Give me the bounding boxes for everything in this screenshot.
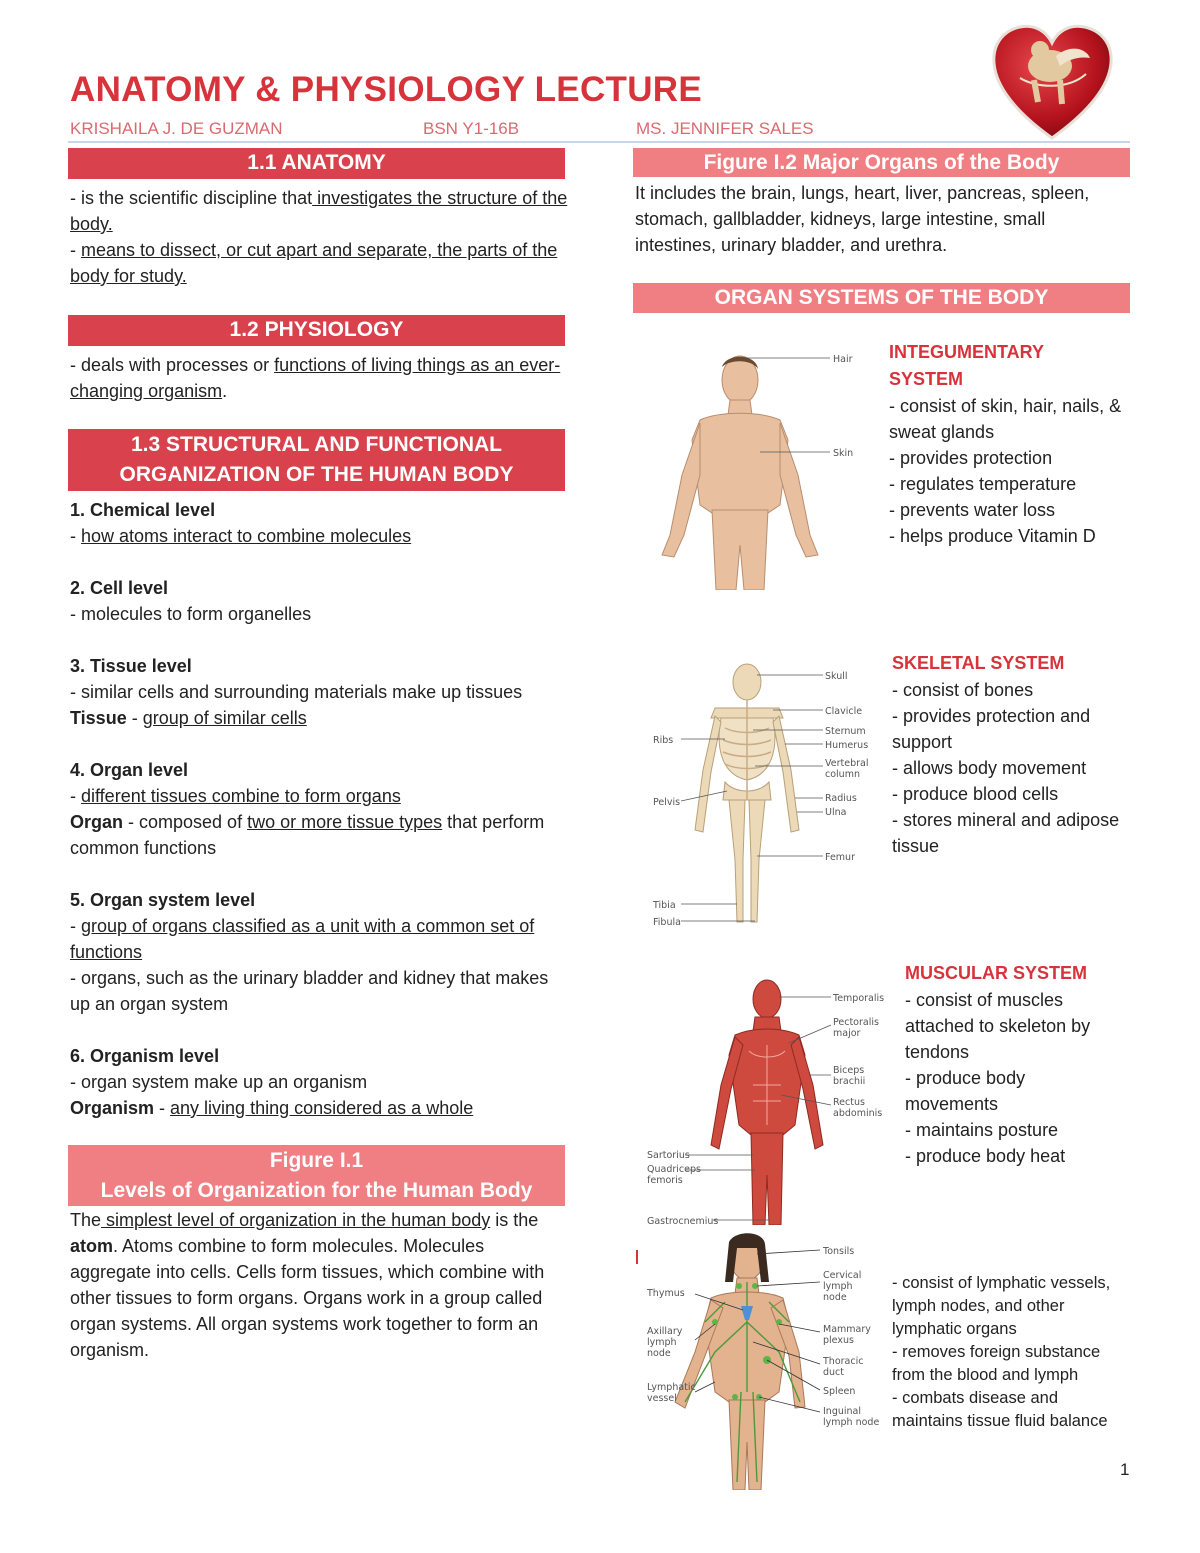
chemical-level-title: 1. Chemical level — [70, 500, 216, 520]
label-mammary: Mammary — [823, 1324, 871, 1335]
label-hair: Hair — [833, 354, 853, 365]
label-tibia: Tibia — [653, 900, 676, 911]
label-pectoralis: Pectoralis — [833, 1017, 879, 1028]
label-spleen: Spleen — [823, 1386, 856, 1397]
label-thoracic: Thoracic — [823, 1356, 864, 1367]
class-section: BSN Y1-16B — [423, 119, 520, 138]
major-organs-description: It includes the brain, lungs, heart, liver, pancreas, spleen, stomach, gallbladder, kidneys, large intestine, small intestines, urinary bladder, and urethra. — [635, 183, 1090, 255]
organism-level-title: 6. Organism level — [70, 1046, 220, 1066]
label-femoris: femoris — [647, 1175, 683, 1186]
physiology-heading: 1.2 PHYSIOLOGY — [68, 315, 565, 346]
label-cervical-lymph: lymph — [823, 1281, 853, 1292]
label-axillary: Axillary — [647, 1326, 683, 1337]
figure-2-heading: Figure I.2 Major Organs of the Body — [633, 148, 1130, 177]
label-vessel: vessel — [647, 1393, 677, 1404]
label-ribs: Ribs — [653, 735, 674, 746]
label-sternum: Sternum — [825, 726, 866, 737]
label-clavicle: Clavicle — [825, 706, 863, 717]
label-duct: duct — [823, 1367, 844, 1378]
integumentary-system-figure — [640, 345, 880, 590]
label-ulna: Ulna — [825, 807, 847, 818]
label-inguinal-node: lymph node — [823, 1417, 880, 1428]
lymphatic-system-figure — [645, 1232, 885, 1490]
cell-level-title: 2. Cell level — [70, 578, 169, 598]
label-column: column — [825, 769, 860, 780]
tissue-level-title: 3. Tissue level — [70, 656, 192, 676]
physiology-definition: - deals with processes or functions of living things as an ever-changing organism. — [70, 355, 561, 401]
label-humerus: Humerus — [825, 740, 869, 751]
muscular-title: MUSCULAR SYSTEM — [905, 963, 1088, 983]
label-gastrocnemius: Gastrocnemius — [647, 1216, 719, 1225]
label-axillary-node: node — [647, 1348, 671, 1359]
document-title: ANATOMY & PHYSIOLOGY LECTURE — [70, 70, 702, 109]
label-major: major — [833, 1028, 861, 1039]
anatomy-heading: 1.1 ANATOMY — [68, 148, 565, 179]
integumentary-title: INTEGUMENTARY SYSTEM — [889, 342, 1044, 389]
label-plexus: plexus — [823, 1335, 854, 1346]
instructor-name: MS. JENNIFER SALES — [636, 119, 814, 138]
label-sartorius: Sartorius — [647, 1150, 690, 1161]
label-tonsils: Tonsils — [823, 1246, 855, 1257]
muscular-points: - consist of muscles attached to skeleton by tendons - produce body movements - maintains posture - produce body heat — [905, 990, 1091, 1166]
cupid-heart-logo — [990, 18, 1115, 143]
label-temporalis: Temporalis — [833, 993, 885, 1004]
label-axillary-lymph: lymph — [647, 1337, 677, 1348]
label-fibula: Fibula — [653, 917, 681, 928]
anatomy-definition: - is the scientific discipline that investigates the structure of the body. - means to dissect, or cut apart and separate, the parts of the body for study. — [70, 188, 568, 286]
organ-system-level-title: 5. Organ system level — [70, 890, 256, 910]
figure-1-heading: Figure I.1 Levels of Organization for the Human Body — [68, 1145, 565, 1206]
header-divider — [68, 141, 1130, 143]
organ-systems-heading: ORGAN SYSTEMS OF THE BODY — [633, 283, 1130, 313]
label-skin: Skin — [833, 448, 854, 459]
muscular-system-figure — [645, 975, 885, 1225]
skeletal-system-figure — [645, 660, 880, 930]
label-vertebral: Vertebral — [825, 758, 869, 769]
integumentary-points: - consist of skin, hair, nails, & sweat glands - provides protection - regulates temperature - prevents water loss - helps produce Vitamin D — [889, 396, 1122, 546]
lymphatic-points: - consist of lymphatic vessels, lymph nodes, and other lymphatic organs - removes foreign substance from the blood and lymph - combats disease and maintains tissue fluid balance — [892, 1274, 1111, 1430]
levels-of-organization-list: 1. Chemical level - how atoms interact to combine molecules 2. Cell level - molecules to form organelles 3. Tissue level - similar cells and surrounding materials make up tissues Tissue - group of similar cells 4. Organ level - different tissues combine to form organs Organ - composed of two or more tissue types that perform common functions 5. Organ system level - group of organs classified as a unit with a common set of functions - organs, such as the urinary bladder and kidney that makes up an organ system 6. Organism level - organ system make up an organism Organism - any living thing considered as a whole — [70, 497, 570, 1121]
page-number: 1 — [1120, 1460, 1130, 1479]
label-cervical-node: node — [823, 1292, 847, 1303]
structural-organization-heading: 1.3 STRUCTURAL AND FUNCTIONAL ORGANIZATION OF THE HUMAN BODY — [68, 429, 565, 491]
label-abdominis: abdominis — [833, 1108, 883, 1119]
skeletal-title: SKELETAL SYSTEM — [892, 653, 1065, 673]
skeletal-points: - consist of bones - provides protection and support - allows body movement - produce blood cells - stores mineral and adipose tissue — [892, 680, 1120, 856]
label-pelvis: Pelvis — [653, 797, 681, 808]
label-radius: Radius — [825, 793, 857, 804]
figure-1-description: The simplest level of organization in the human body is the atom. Atoms combine to form molecules. Molecules aggregate into cells. Cells form tissues, which combine with other tissues to form organs. Organs work in a group called organ systems. All organ systems work together to form an organism. — [70, 1210, 545, 1360]
label-rectus: Rectus — [833, 1097, 865, 1108]
label-lymphatic: Lymphatic — [647, 1382, 696, 1393]
label-brachii: brachii — [833, 1076, 866, 1087]
lymphatic-title-marker — [636, 1250, 638, 1264]
label-cervical: Cervical — [823, 1270, 862, 1281]
label-femur: Femur — [825, 852, 855, 863]
label-thymus: Thymus — [647, 1288, 685, 1299]
organ-level-title: 4. Organ level — [70, 760, 189, 780]
student-name: KRISHAILA J. DE GUZMAN — [70, 119, 283, 138]
label-quadriceps: Quadriceps — [647, 1164, 701, 1175]
label-skull: Skull — [825, 671, 848, 682]
label-inguinal: Inguinal — [823, 1406, 861, 1417]
label-biceps: Biceps — [833, 1065, 865, 1076]
